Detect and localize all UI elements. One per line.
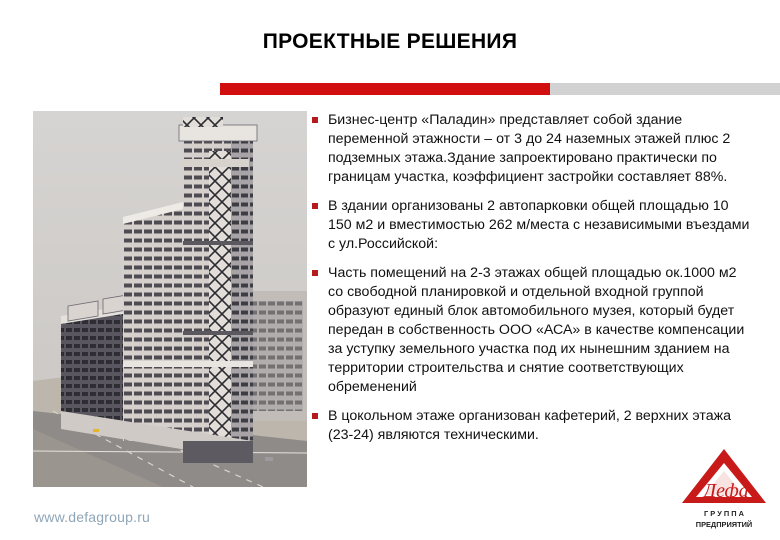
building-rendering-image xyxy=(33,111,307,487)
slide-title: ПРОЕКТНЫЕ РЕШЕНИЯ xyxy=(262,30,518,53)
logo-line1: Г Р У П П А xyxy=(704,509,744,518)
title-underline-gray xyxy=(550,83,780,95)
paragraph-parking: В здании организованы 2 автопарковки общей площадью 10 150 м2 и вместимостью 262 м/места с независимыми въездами с ул.Российской: xyxy=(328,197,752,254)
logo-line2: ПРЕДПРИЯТИЙ xyxy=(695,520,753,529)
footer-url-link[interactable]: www.defagroup.ru xyxy=(34,509,151,525)
company-logo xyxy=(674,445,774,533)
description-list xyxy=(328,111,752,455)
paragraph-basement: В цокольном этаже организован кафетерий, 2 верхних этажа (23-24) являются техническими. xyxy=(328,407,752,445)
logo-mark-text: Дефа xyxy=(703,480,749,502)
paragraph-overview: Бизнес-центр «Паладин» представляет собой здание переменной этажности – от 3 до 24 наземных этажей плюс 2 подземных этажа.Здание запроектировано практически по границам участка, коэффициент застройки составляет 88%. xyxy=(328,111,752,187)
paragraph-museum: Часть помещений на 2-3 этажах общей площадью ок.1000 м2 со свободной планировкой и отдельной входной группой образуют единый блок автомобильного музея, который будет передан в собственность ООО «АСА» в качестве компенсации за уступку земельного участка под их нынешним зданием на территории строительства и снятие соответствующих обременений xyxy=(328,264,752,397)
title-underline-red xyxy=(220,83,550,95)
